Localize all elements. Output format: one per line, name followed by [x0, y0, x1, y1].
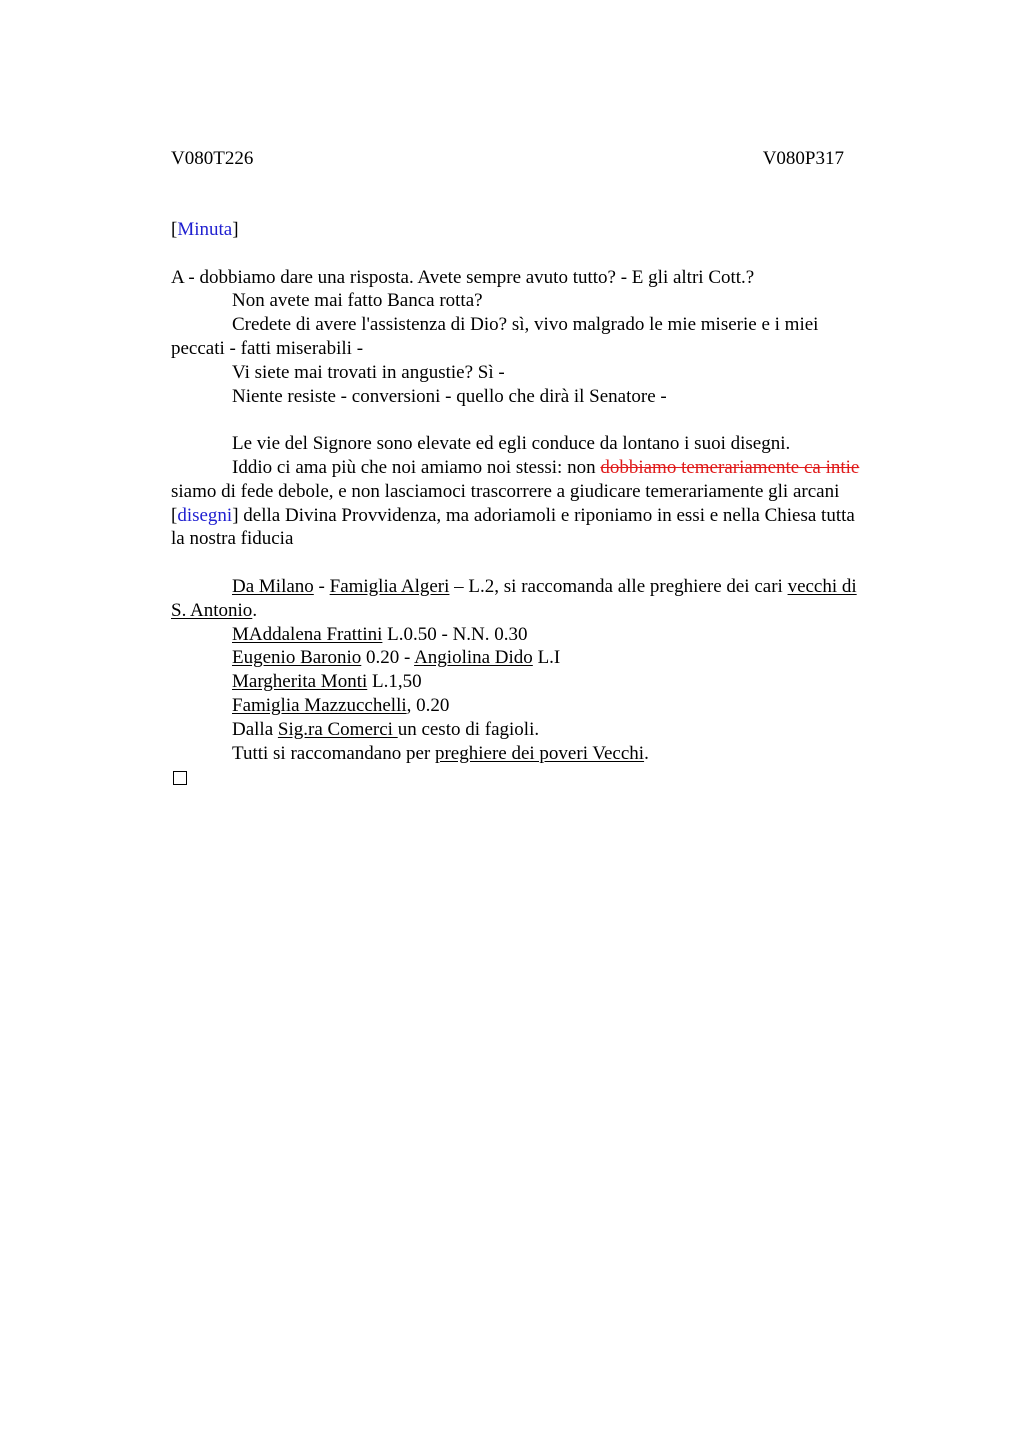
spacer — [171, 408, 921, 432]
donor-comerci: Sig.ra Comerci — [277, 718, 398, 740]
spacer — [171, 242, 921, 266]
donor-frattini: MAddalena Frattini — [232, 623, 383, 645]
document-code-right: V080P317 — [762, 148, 844, 169]
offering-text: un cesto di fagioli. — [397, 718, 540, 740]
para2-line2-text: Iddio ci ama più che noi amiamo noi stessi: non — [232, 456, 601, 478]
amount-text: L.0.50 - N.N. 0.30 — [382, 623, 528, 645]
amount-text: , 0.20 — [406, 694, 450, 716]
inserted-word: disegni — [177, 504, 233, 526]
para2-line2 — [171, 456, 921, 480]
donor-monti: Margherita Monti — [232, 671, 368, 693]
page-header — [171, 147, 844, 171]
para1-line5: Vi siete mai trovati in angustie? Sì - — [232, 361, 505, 383]
period: . — [644, 742, 649, 764]
offering-line1 — [171, 575, 921, 599]
para2-line4 — [171, 504, 921, 528]
offering-text: Dalla — [232, 718, 278, 740]
document-page — [171, 0, 921, 1450]
donor-baronio: Eugenio Baronio — [232, 647, 362, 669]
para2-line1: Le vie del Signore sono elevate ed egli conduce da lontano i suoi disegni. — [232, 433, 791, 455]
para2-line3: siamo di fede debole, e non lasciamoci trascorrere a giudicare temerariamente gli arcani — [171, 480, 840, 502]
offering-line8 — [171, 742, 921, 766]
offering-line2 — [171, 599, 921, 623]
offering-text: Tutti si raccomandano per — [232, 742, 435, 764]
document-body — [171, 218, 921, 792]
offering-line6 — [171, 694, 921, 718]
para1-line2: Non avete mai fatto Banca rotta? — [232, 290, 483, 312]
offering-line5 — [171, 670, 921, 694]
donor-famiglia-algeri: Famiglia Algeri — [329, 575, 450, 597]
square-icon — [173, 771, 187, 785]
struck-text: dobbiamo temerariamente ca intie — [600, 456, 860, 478]
para1-line3: Credete di avere l'assistenza di Dio? sì, vivo malgrado le mie miserie e i miei — [232, 314, 819, 336]
para1-line1: A - dobbiamo dare una risposta. Avete sempre avuto tutto? - E gli altri Cott.? — [171, 266, 755, 288]
amount-text: L.I — [532, 647, 561, 669]
offering-line3 — [171, 623, 921, 647]
para2-line4-text: ] della Divina Provvidenza, ma adoriamoli e riponiamo in essi e nella Chiesa tutta — [232, 504, 855, 526]
para1-line6: Niente resiste - conversioni - quello che dirà il Senatore - — [232, 385, 667, 407]
offering-line4 — [171, 646, 921, 670]
para1-line4: peccati - fatti miserabili - — [171, 337, 364, 359]
minuta-word: Minuta — [177, 219, 233, 240]
spacer — [171, 551, 921, 575]
vecchi-text: vecchi di — [787, 575, 857, 597]
separator: - — [313, 575, 330, 597]
end-marker-line — [171, 765, 921, 792]
donor-mazzucchelli: Famiglia Mazzucchelli — [232, 694, 407, 716]
offering-line7 — [171, 718, 921, 742]
amount-text: 0.20 - — [361, 647, 415, 669]
amount-text: L.1,50 — [367, 671, 422, 693]
period: . — [252, 599, 258, 621]
bracket-open: [ — [171, 504, 178, 526]
place-milano: Da Milano — [232, 575, 314, 597]
place-s-antonio: S. Antonio — [171, 599, 253, 621]
offering-text: – L.2, si raccomanda alle preghiere dei cari — [449, 575, 788, 597]
para2-line5: la nostra fiducia — [171, 528, 294, 550]
prayers-text: preghiere dei poveri Vecchi — [434, 742, 645, 764]
bracket-open: [ — [171, 219, 178, 240]
document-code-left: V080T226 — [171, 148, 254, 169]
bracket-close: ] — [232, 219, 239, 240]
minuta-label — [171, 218, 921, 242]
donor-dido: Angiolina Dido — [414, 647, 533, 669]
